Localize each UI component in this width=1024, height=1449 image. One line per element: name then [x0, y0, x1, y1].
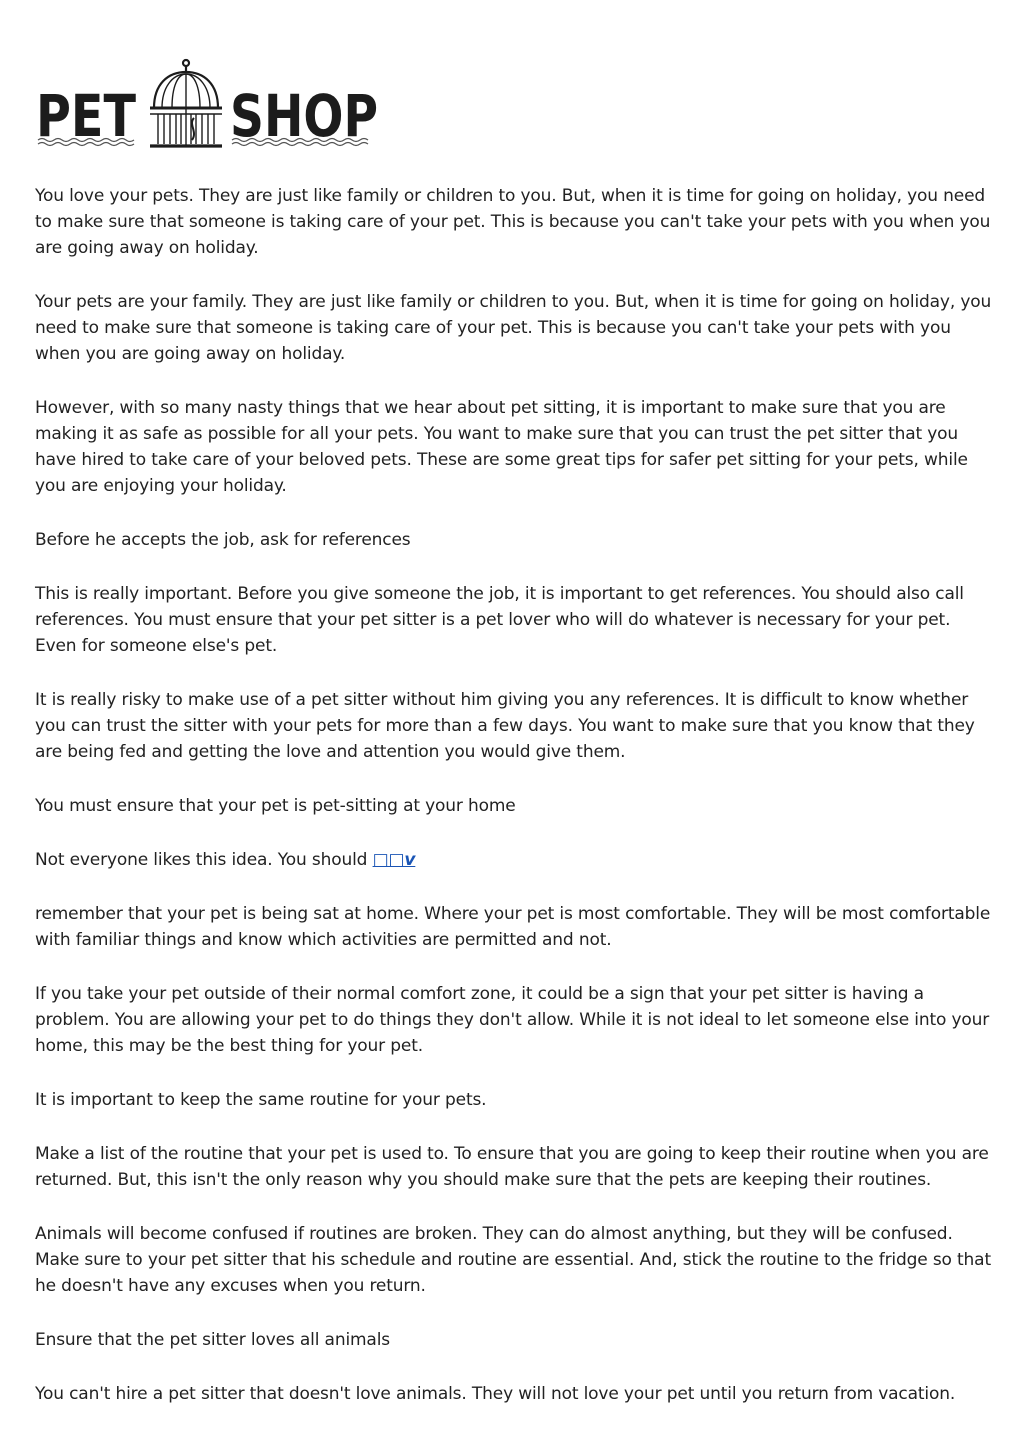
paragraph-routine-1: Make a list of the routine that your pet is used to. To ensure that you are going to keep their routine when you are returned. But, this isn't the only reason why you should make sure that the pets are keeping their routines. [35, 1144, 989, 1190]
paragraph-references-2: It is really risky to make use of a pet sitter without him giving you any references. It is difficult to know whether you can trust the sitter with your pets for more than a few days. You want to make sure that you know that they are being fed and getting the love and attention you would give them. [35, 690, 975, 762]
inline-link[interactable]: □□v [372, 850, 416, 870]
logo-word-pet: PET [36, 82, 137, 150]
pet-shop-logo [36, 58, 381, 154]
section-heading-routine: It is important to keep the same routine for your pets. [35, 1090, 487, 1110]
paragraph-intro-2: Your pets are your family. They are just like family or children to you. But, when it is time for going on holiday, you need to make sure that someone is taking care of your pet. This is because you can't take your pets with you when you are going away on holiday. [35, 292, 992, 364]
paragraph-references-1: This is really important. Before you give someone the job, it is important to get references. You should also call references. You must ensure that your pet sitter is a pet lover who will do whatever is necessary for your pet. Even for someone else's pet. [35, 584, 964, 656]
paragraph-home-1 [35, 847, 995, 873]
paragraph-intro-1: You love your pets. They are just like family or children to you. But, when it is time for going on holiday, you need to make sure that someone is taking care of your pet. This is because you can't take your pets with you when you are going away on holiday. [35, 186, 991, 258]
paragraph-intro-3: However, with so many nasty things that we hear about pet sitting, it is important to make sure that you are making it as safe as possible for all your pets. You want to make sure that you can trust the pet sitter that you have hired to take care of your beloved pets. These are some great tips for safer pet sitting for your pets, while you are enjoying your holiday. [35, 398, 968, 496]
article-body [35, 183, 995, 1435]
section-heading-loves-animals: Ensure that the pet sitter loves all animals [35, 1330, 390, 1350]
paragraph-home-2: remember that your pet is being sat at home. Where your pet is most comfortable. They will be most comfortable with familiar things and know which activities are permitted and not. [35, 904, 991, 950]
paragraph-home-1-text: Not everyone likes this idea. You should [35, 850, 373, 870]
paragraph-routine-2: Animals will become confused if routines are broken. They can do almost anything, but they will be confused. Make sure to your pet sitter that his schedule and routine are essential. And, stick the routine to the fridge so that he doesn't have any excuses when you return. [35, 1224, 991, 1296]
section-heading-home: You must ensure that your pet is pet-sitting at your home [35, 796, 516, 816]
paragraph-home-3: If you take your pet outside of their normal comfort zone, it could be a sign that your pet sitter is having a problem. You are allowing your pet to do things they don't allow. While it is not ideal to let someone else into your home, this may be the best thing for your pet. [35, 984, 990, 1056]
logo-word-shop: SHOP [230, 82, 378, 150]
paragraph-loves-animals-1: You can't hire a pet sitter that doesn't love animals. They will not love your pet until you return from vacation. [35, 1384, 956, 1404]
section-heading-references: Before he accepts the job, ask for references [35, 530, 411, 550]
birdcage-icon [150, 60, 222, 146]
